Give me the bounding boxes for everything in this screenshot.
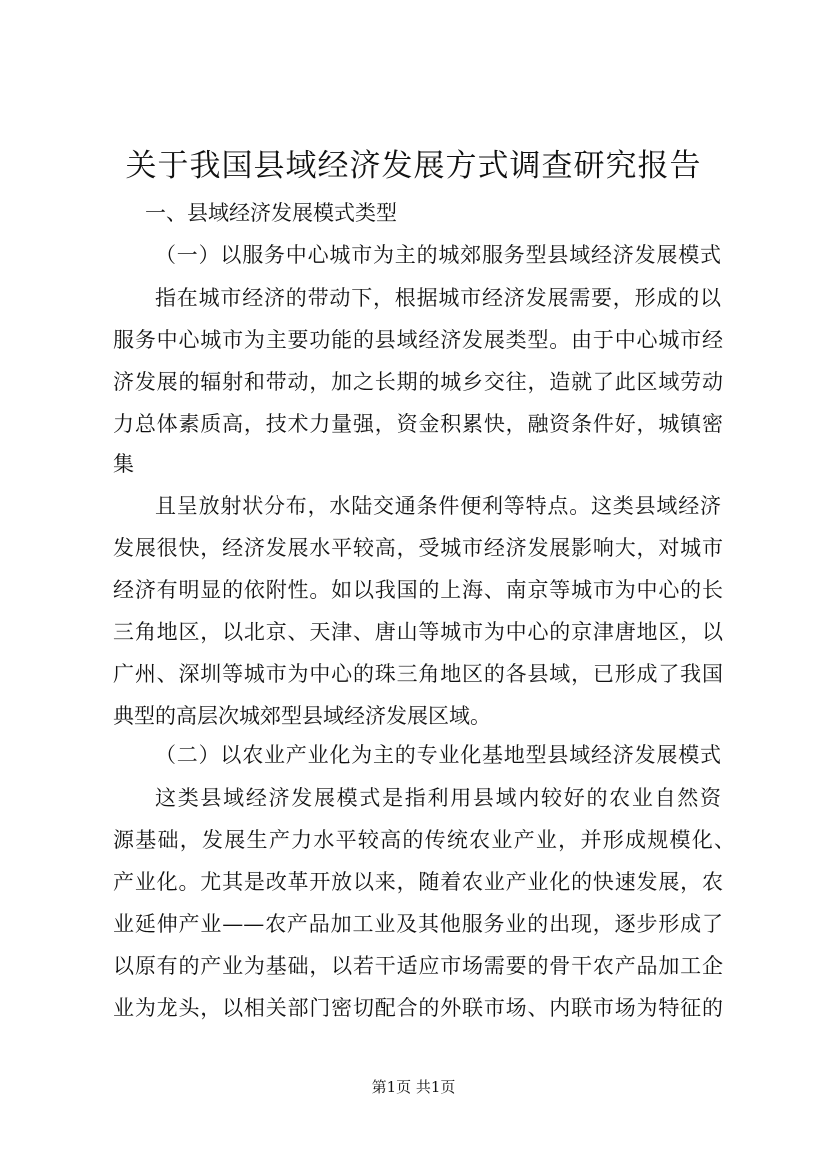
paragraph-line: 三角地区，以北京、天津、唐山等城市为中心的京津唐地区，以 [113, 620, 723, 644]
document-title: 关于我国县域经济发展方式调查研究报告 [125, 148, 702, 184]
page-footer: 第1页 共1页 [371, 1078, 456, 1096]
paragraph-line: 业为龙头，以相关部门密切配合的外联市场、内联市场为特征的 [113, 996, 723, 1020]
paragraph-line: 且呈放射状分布，水陆交通条件便利等特点。这类县域经济 [155, 494, 721, 518]
subsection-heading: （二）以农业产业化为主的专业化基地型县域经济发展模式 [155, 743, 721, 767]
paragraph-line: 集 [113, 452, 134, 476]
paragraph-line: 力总体素质高，技术力量强，资金积累快，融资条件好，城镇密 [113, 412, 723, 436]
paragraph-line: 济发展的辐射和带动，加之长期的城乡交往，造就了此区域劳动 [113, 370, 723, 394]
section-heading: 一、县域经济发展模式类型 [145, 201, 397, 225]
paragraph-line: 发展很快，经济发展水平较高，受城市经济发展影响大，对城市 [113, 536, 723, 560]
paragraph-line: 广州、深圳等城市为中心的珠三角地区的各县域，已形成了我国 [113, 662, 723, 686]
paragraph-line: 这类县域经济发展模式是指利用县域内较好的农业自然资 [155, 786, 721, 810]
paragraph-line: 以原有的产业为基础，以若干适应市场需要的骨干农产品加工企 [113, 954, 723, 978]
paragraph-line: 源基础，发展生产力水平较高的传统农业产业，并形成规模化、 [113, 828, 735, 852]
paragraph-line: 经济有明显的依附性。如以我国的上海、南京等城市为中心的长 [113, 578, 723, 602]
paragraph-line: 服务中心城市为主要功能的县域经济发展类型。由于中心城市经 [113, 328, 723, 352]
paragraph-line: 业延伸产业——农产品加工业及其他服务业的出现，逐步形成了 [113, 912, 723, 936]
paragraph-line: 典型的高层次城郊型县域经济发展区域。 [113, 704, 491, 728]
paragraph-line: 产业化。尤其是改革开放以来，随着农业产业化的快速发展，农 [113, 870, 723, 894]
subsection-heading: （一）以服务中心城市为主的城郊服务型县域经济发展模式 [155, 243, 721, 267]
paragraph-line: 指在城市经济的带动下，根据城市经济发展需要，形成的以 [155, 286, 721, 310]
